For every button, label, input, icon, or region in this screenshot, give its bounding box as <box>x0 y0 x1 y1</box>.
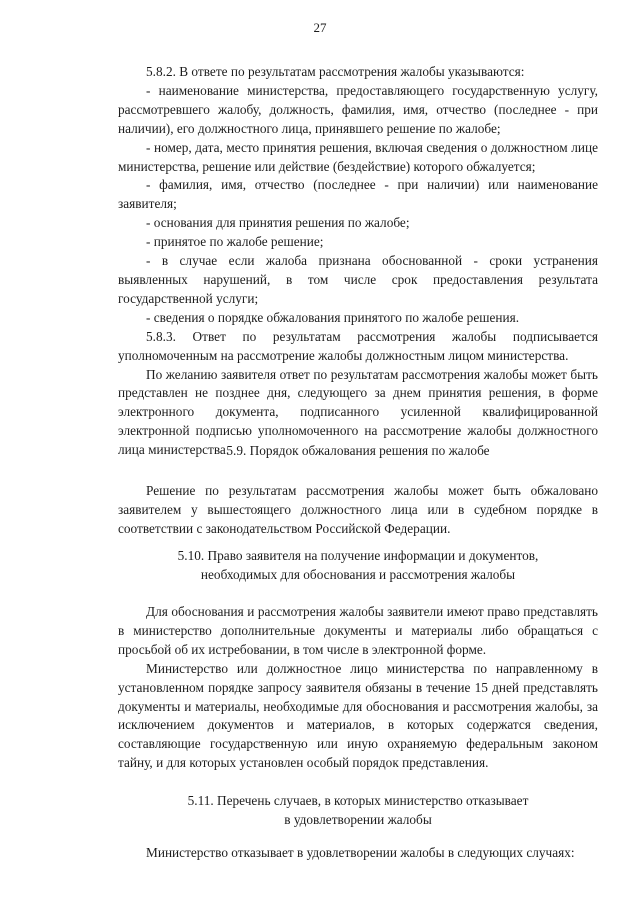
heading-5-10-line2: необходимых для обоснования и рассмотрения жалобы <box>200 566 516 582</box>
list-item: - принятое по жалобе решение; <box>146 234 324 250</box>
section-5-10-body <box>118 603 598 773</box>
page-number: 27 <box>313 20 327 35</box>
list-item: - в случае если жалоба признана обоснованной - сроки устранения выявленных нарушений, в том числе срок предоставления результата государственной услуги; <box>118 253 598 306</box>
list-item: - основания для принятия решения по жалобе; <box>146 215 410 231</box>
paragraph-5-8-2-intro: 5.8.2. В ответе по результатам рассмотрения жалобы указываются: <box>146 64 525 79</box>
section-5-11-body <box>118 844 598 863</box>
section-5-9 <box>118 442 598 461</box>
section-5-11-heading <box>118 792 598 830</box>
heading-5-11-line2: в удовлетворении жалобы <box>284 811 432 827</box>
list-item: - сведения о порядке обжалования принятого по жалобе решения. <box>146 309 520 325</box>
paragraph-electronic-answer: По желанию заявителя ответ по результатам рассмотрения жалобы может быть представлен не позднее дня, следующего за днем принятия решения, в форме электронного документа, подписанного усиленной квалифицированной электронной подписью уполномоченного на рассмотрение жалобы должностного лица министерства. <box>118 366 598 458</box>
heading-5-11-line1: 5.11. Перечень случаев, в которых министерство отказывает <box>187 793 529 808</box>
heading-5-9: 5.9. Порядок обжалования решения по жалобе <box>226 443 490 458</box>
paragraph-5-11: Министерство отказывает в удовлетворении жалобы в следующих случаях: <box>146 845 575 860</box>
heading-5-10-line1: 5.10. Право заявителя на получение информации и документов, <box>177 548 539 563</box>
paragraph-5-10-obligation: Министерство или должностное лицо министерства по направленному в установленном порядке запросу заявителя обязаны в течение 15 дней представлять документы и материалы, необходимые для обоснования и рассмотрения жалобы, за исключением документов и материалов, в которых содержатся сведения, составляющие государственную или иную охраняемую федеральным законом тайну, и для которых установлен особый порядок представления. <box>118 660 598 771</box>
paragraph-5-9: Решение по результатам рассмотрения жалобы может быть обжаловано заявителем у вышестоящего должностного лица или в судебном порядке в соответствии с законодательством Российской Федерации. <box>118 483 598 536</box>
paragraph-5-10-right: Для обоснования и рассмотрения жалобы заявители имеют право представлять в министерство дополнительные документы и материалы либо обращаться с просьбой об их истребовании, в том числе в электронной форме. <box>118 604 598 657</box>
section-5-10-heading <box>118 547 598 585</box>
list-item: - наименование министерства, предоставляющего государственную услугу, рассмотревшего жалобу, должность, фамилия, имя, отчество (последнее - при наличии), его должностного лица, принявшего решение по жалобе; <box>118 82 598 136</box>
list-item: - номер, дата, место принятия решения, включая сведения о должностном лице министерства, решение или действие (бездействие) которого обжалуется; <box>118 139 598 174</box>
section-5-9-body <box>118 482 598 539</box>
paragraph-5-8-3: 5.8.3. Ответ по результатам рассмотрения жалобы подписывается уполномоченным на рассмотрение жалобы должностным лицом министерства. <box>118 328 598 363</box>
list-item: - фамилия, имя, отчество (последнее - при наличии) или наименование заявителя; <box>118 177 598 212</box>
section-5-8-2 <box>118 63 598 460</box>
